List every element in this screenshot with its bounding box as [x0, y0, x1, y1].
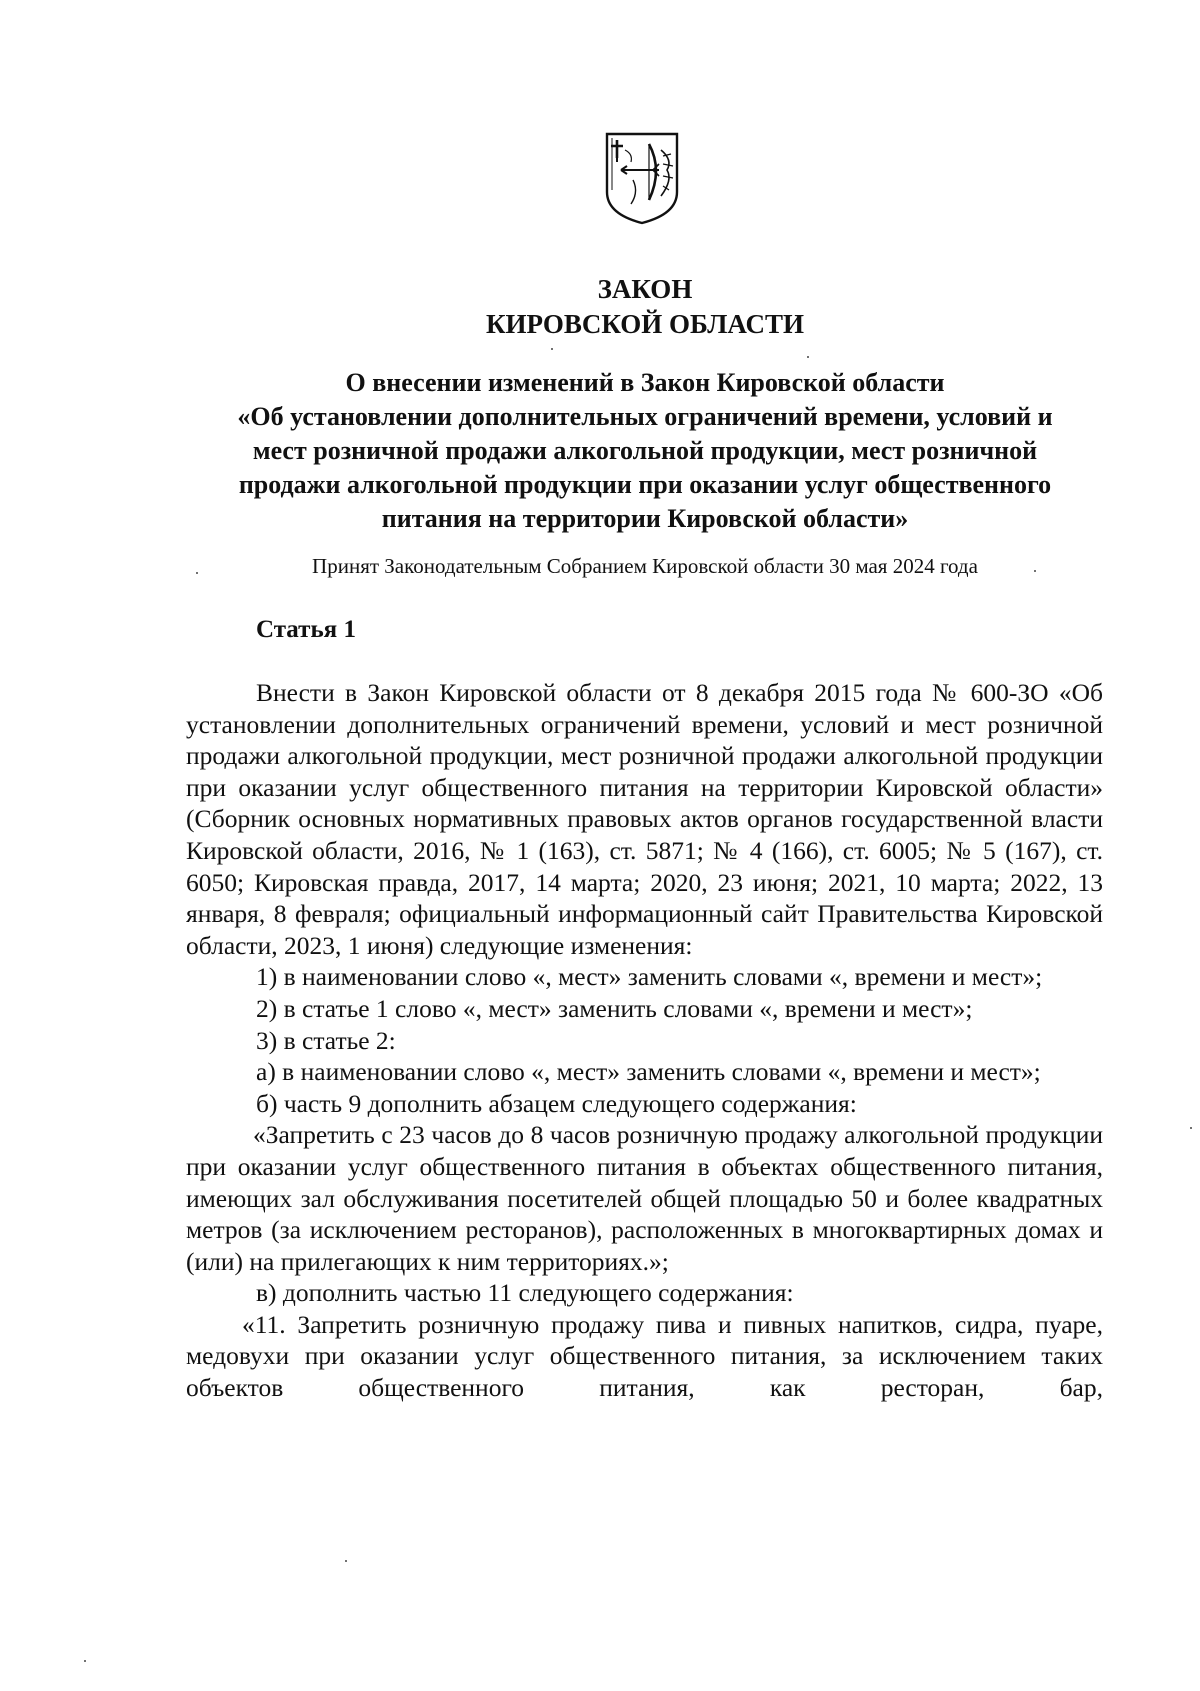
subject-line: мест розничной продажи алкогольной продукции, мест розничной: [252, 436, 1038, 465]
scan-speck: [1034, 570, 1036, 572]
scan-speck: [1190, 1127, 1192, 1129]
amendment-item-3: 3) в статье 2:: [256, 1025, 396, 1055]
amendment-item-2: 2) в статье 1 слово «, мест» заменить словами «, времени и мест»;: [256, 993, 973, 1023]
adoption-note: Принят Законодательным Собранием Кировской области 30 мая 2024 года: [312, 554, 978, 578]
scan-speck: [84, 1660, 86, 1662]
amendment-item-3v: в) дополнить частью 11 следующего содержания:: [256, 1278, 794, 1308]
scan-speck: [196, 572, 198, 574]
law-subject-heading: [150, 366, 1140, 536]
subject-line: продажи алкогольной продукции при оказании услуг общественного: [238, 470, 1052, 499]
scan-speck: [551, 348, 553, 350]
article-body: [186, 677, 1103, 1404]
subject-line: «Об установлении дополнительных ограничений времени, условий и: [237, 402, 1053, 431]
amendment-item-3a: а) в наименовании слово «, мест» заменить словами «, времени и мест»;: [256, 1057, 1041, 1087]
quoted-paragraph-9: «Запретить с 23 часов до 8 часов розничную продажу алкогольной продукции при оказании услуг общественного питания в объектах общественного питания, имеющих зал обслуживания посетителей общей площадью 50 и более квадратных метров (за исключением ресторанов), расположенных в многоквартирных домах и (или) на прилегающих к ним территориях.»;: [186, 1120, 1103, 1276]
document-type-title: ЗАКОН: [597, 274, 693, 304]
subject-line: О внесении изменений в Закон Кировской области: [345, 368, 945, 397]
amendment-item-3b: б) часть 9 дополнить абзацем следующего содержания:: [256, 1088, 857, 1118]
region-title: КИРОВСКОЙ ОБЛАСТИ: [485, 309, 805, 339]
coat-of-arms-emblem: [603, 130, 681, 226]
quoted-part-11: «11. Запретить розничную продажу пива и пивных напитков, сидра, пуаре, медовухи при оказании услуг общественного питания, за исключением таких объектов общественного питания, как ресторан, бар,: [186, 1309, 1103, 1403]
amendment-item-1: 1) в наименовании слово «, мест» заменить словами «, времени и мест»;: [256, 962, 1043, 992]
article-intro-paragraph: Внести в Закон Кировской области от 8 декабря 2015 года № 600-ЗО «Об установлении дополнительных ограничений времени, условий и мест розничной продажи алкогольной продукции, мест розничной продажи алкогольной продукции при оказании услуг общественного питания на территории Кировской области» (Сборник основных нормативных правовых актов органов государственной власти Кировской области, 2016, № 1 (163), ст. 5871; № 4 (166), ст. 6005; № 5 (167), ст. 6050; Кировская правда, 2017, 14 марта; 2020, 23 июня; 2021, 10 марта; 2022, 13 января, 8 февраля; официальный информационный сайт Правительства Кировской области, 2023, 1 июня) следующие изменения:: [186, 678, 1103, 960]
scan-speck: [345, 1560, 347, 1562]
subject-line: питания на территории Кировской области»: [381, 504, 909, 533]
article-title: Статья 1: [256, 616, 356, 643]
scan-speck: [807, 356, 809, 358]
